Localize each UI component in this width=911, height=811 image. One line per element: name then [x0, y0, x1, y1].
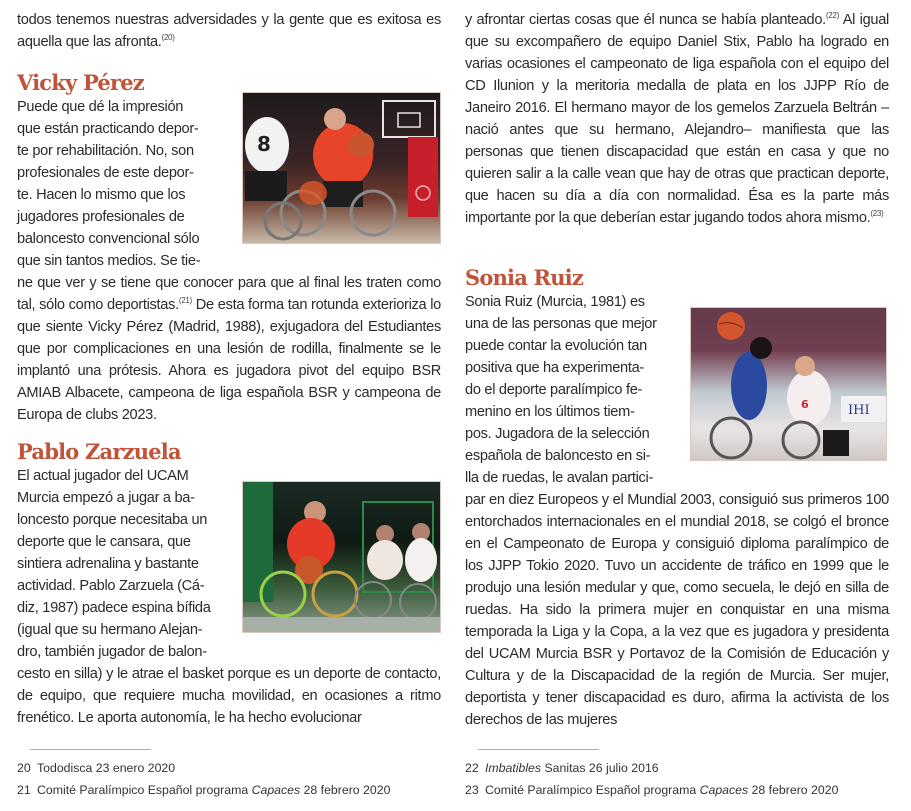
sonia-wrap-text: [465, 291, 675, 489]
vicky-text-b: De esta forma tan rotunda exterioriza lo que siente Vicky Pérez (Madrid, 1988), exjugadora del Estudiantes que por complicaciones en una lesión de rodilla, finalmente se le implantó una prótesis. Ahora es jugadora pivot del equipo BSR AMIAB Albacete, campeona de liga española BSR y campeona de Europa de clubs 2023.: [17, 297, 441, 423]
text-line: El actual jugador del UCAM: [17, 468, 189, 484]
footnote-23: [465, 782, 838, 798]
footnote-number: 23: [465, 783, 479, 797]
intro-paragraph: [17, 9, 441, 53]
footnote-divider: [30, 749, 151, 750]
footnote-text: Comité Paralímpico Español programa: [37, 783, 252, 797]
text-line: sintiera adrenalina y bastante: [17, 556, 199, 572]
footnote-italic-title: Imbatibles: [485, 761, 542, 775]
vicky-paragraph: [17, 272, 441, 426]
footnote-text: Tododisca 23 enero 2020: [37, 761, 176, 775]
footnote-number: 22: [465, 761, 479, 775]
wheelchair-basketball-photo: [691, 308, 886, 460]
text-line: te. Hacen lo mismo que los: [17, 187, 186, 203]
footnote-ref-21: (21): [178, 296, 192, 306]
footnote-italic-title: Capaces: [251, 783, 301, 797]
text-line: que sin tantos medios. Se tie-: [17, 253, 201, 269]
continuation-text-b: Al igual que su excompañero de equipo Daniel Stix, Pablo ha logrado en varias ocasiones el campeonato de liga española con el equipo del CD Ilunion y la meritoria medalla de plata en los JJPP Río de Janeiro 2016. El hermano mayor de los gemelos Zarzuela Beltrán –nació antes que su hermano, Alejandro– manifiesta que las personas que tienen discapacidad que están en casa y que no quieren salir a la calle vean que hay de otras que practican deporte, que hacen su día a día con normalidad. Ésa es la parte más importante por la que deberían estar jugando todos ahora mismo.: [465, 12, 889, 226]
footnote-21: [17, 782, 390, 798]
photo-sonia-ruiz: [690, 307, 887, 461]
jersey-number: 6: [801, 398, 809, 411]
footnote-20: [17, 760, 175, 776]
text-line: dro, también jugador de balon-: [17, 644, 207, 660]
jersey-number: 8: [257, 132, 271, 156]
footnote-number: 21: [17, 783, 31, 797]
text-line: (igual que su hermano Alejan-: [17, 622, 203, 638]
footnote-text: 28 febrero 2020: [300, 783, 391, 797]
text-line: loncesto porque necesitaba un: [17, 512, 208, 528]
footnote-text: 28 febrero 2020: [748, 783, 839, 797]
footnote-ref-23: (23): [870, 209, 884, 219]
footnote-number: 20: [17, 761, 31, 775]
text-line: Sonia Ruiz (Murcia, 1981) es: [465, 294, 645, 310]
footnote-ref-20: (20): [161, 33, 175, 43]
footnote-text: Comité Paralímpico Español programa: [485, 783, 700, 797]
text-line: te por rehabilitación. No, son: [17, 143, 194, 159]
text-line: puede contar la evolución tan: [465, 338, 647, 354]
pablo-wrap-text: [17, 465, 225, 663]
text-line: deporte que le cansara, que: [17, 534, 191, 550]
text-line: positiva que ha experimenta-: [465, 360, 644, 376]
sonia-paragraph: par en diez Europeos y el Mundial 2003, consiguió sus primeros 100 entorchados internacionales en el mundial 2018, se colgó el bronce en el Campeonato de Europa y consiguió diploma paralímpico de los JJPP Tokio 2020. Tuvo un accidente de tráfico en 1999 que le produjo una lesión medular y que, como secuela, le dejó en silla de ruedas. Ha sido la primera mujer en conquistar en una misma temporada la Liga y la Copa, a la vez que es jugadora y presidenta del UCAM Murcia BSR y Portavoz de la Comisión de Educación y Cultura y de la Discapacidad de la región de Murcia. Ser mujer, deportista y tener discapacidad es duro, afirma la activista de los derechos de las mujeres: [465, 492, 889, 728]
vicky-wrap-text: [17, 96, 225, 272]
text-line: do el deporte paralímpico fe-: [465, 382, 643, 398]
text-line: pos. Jugadora de la selección: [465, 426, 650, 442]
vicky-text-a: ne que ver y se tiene que conocer para que al final les traten como tal, sólo como deportistas.: [17, 275, 441, 313]
heading-sonia-ruiz: Sonia Ruiz: [465, 265, 583, 290]
footnote-22: [465, 760, 659, 776]
text-line: diz, 1987) padece espina bífida: [17, 600, 211, 616]
heading-vicky-perez: Vicky Pérez: [17, 70, 144, 95]
wheelchair-basketball-photo: [243, 93, 440, 243]
text-line: jugadores profesionales de: [17, 209, 185, 225]
text-line: una de las personas que mejor: [465, 316, 657, 332]
photo-pablo-zarzuela: [242, 481, 441, 633]
footnote-italic-title: Capaces: [699, 783, 749, 797]
text-line: que están practicando depor-: [17, 121, 199, 137]
text-line: Puede que dé la impresión: [17, 99, 184, 115]
footnote-ref-22: (22): [825, 11, 839, 21]
sponsor-logo-text: IHI: [848, 403, 870, 418]
footnote-divider: [478, 749, 599, 750]
text-line: Murcia empezó a jugar a ba-: [17, 490, 195, 506]
pablo-continuation-paragraph: [465, 9, 889, 229]
photo-vicky-perez: [242, 92, 441, 244]
text-line: lla de ruedas, le avalan partici-: [465, 470, 654, 486]
text-line: actividad. Pablo Zarzuela (Cá-: [17, 578, 205, 594]
text-line: menino en los últimos tiem-: [465, 404, 635, 420]
footnote-text: Sanitas 26 julio 2016: [541, 761, 659, 775]
pablo-paragraph: cesto en silla) y le atrae el basket porque es un deporte de contacto, de equipo, que requiere mucha movilidad, en ocasiones a ritmo frenético. Le aporta autonomía, le ha hecho evolucionar: [17, 666, 441, 726]
intro-text: todos tenemos nuestras adversidades y la gente que es exitosa es aquella que las afronta.: [17, 12, 441, 50]
text-line: profesionales de este depor-: [17, 165, 194, 181]
wheelchair-basketball-photo: [243, 482, 440, 632]
text-line: española de baloncesto en si-: [465, 448, 651, 464]
heading-pablo-zarzuela: Pablo Zarzuela: [17, 439, 181, 464]
text-line: baloncesto convencional sólo: [17, 231, 200, 247]
continuation-text-a: y afrontar ciertas cosas que él nunca se había planteado.: [465, 12, 826, 28]
